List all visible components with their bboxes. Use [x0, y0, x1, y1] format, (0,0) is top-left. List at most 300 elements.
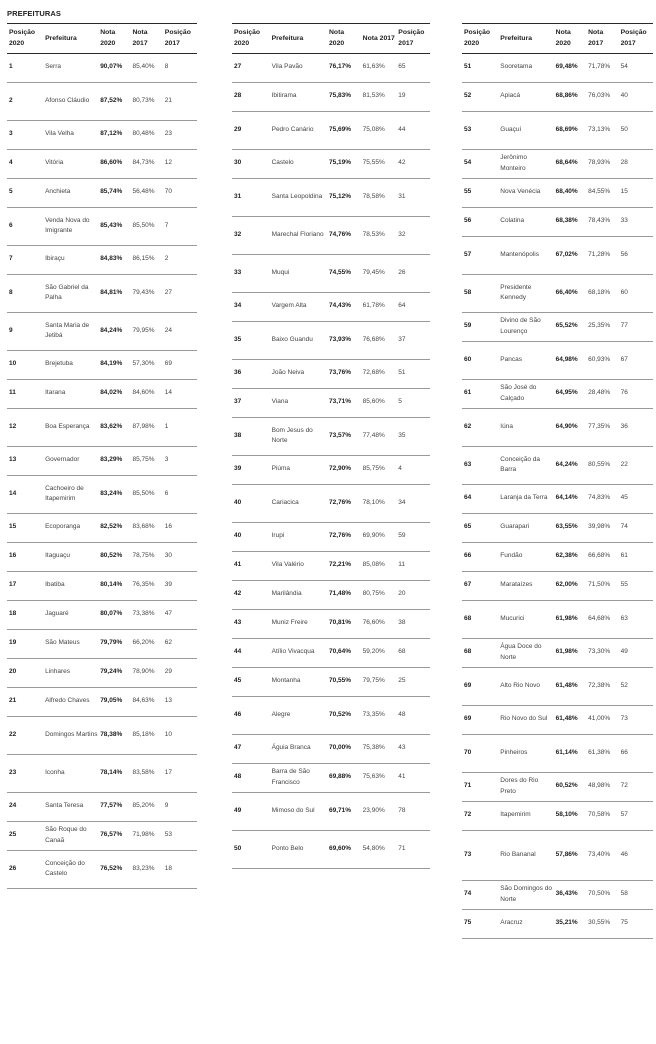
rank-2017: 32	[396, 216, 430, 254]
rank-2017: 42	[396, 149, 430, 178]
rank-2017: 58	[619, 880, 653, 909]
municipality-name: Ponto Belo	[270, 830, 327, 868]
score-2017: 75,08%	[361, 111, 397, 149]
score-2017: 64,68%	[586, 600, 618, 638]
municipality-name: Itapemirim	[498, 801, 553, 830]
rank-2020: 59	[462, 312, 498, 341]
rank-2020: 15	[7, 513, 43, 542]
score-2020: 83,62%	[98, 408, 130, 446]
table-row	[7, 446, 197, 475]
rank-2017: 59	[396, 522, 430, 551]
score-2017: 75,63%	[361, 763, 397, 792]
rank-2020: 74	[462, 880, 498, 909]
rank-2020: 24	[7, 792, 43, 821]
score-2020: 80,07%	[98, 600, 130, 629]
score-2017: 60,93%	[586, 341, 618, 379]
table-row	[232, 321, 430, 359]
rank-2020: 14	[7, 475, 43, 513]
rank-2017: 26	[396, 254, 430, 292]
municipality-name: Sooretama	[498, 53, 553, 82]
rank-2020: 1	[7, 53, 43, 82]
score-2020: 64,14%	[554, 484, 586, 513]
municipality-name: Conceição do Castelo	[43, 850, 98, 888]
table-row	[462, 312, 653, 341]
score-2020: 61,48%	[554, 667, 586, 705]
rank-2017: 23	[163, 120, 197, 149]
score-2020: 63,55%	[554, 513, 586, 542]
score-2020: 76,52%	[98, 850, 130, 888]
municipality-name: Pancas	[498, 341, 553, 379]
table-header-row	[462, 24, 653, 53]
rank-2017: 8	[163, 53, 197, 82]
score-2020: 68,38%	[554, 207, 586, 236]
score-2017: 83,23%	[130, 850, 162, 888]
table-row	[462, 82, 653, 111]
score-2017: 57,30%	[130, 350, 162, 379]
rank-2020: 39	[232, 455, 270, 484]
rank-2020: 44	[232, 638, 270, 667]
rank-2020: 64	[462, 484, 498, 513]
score-2017: 85,60%	[361, 388, 397, 417]
municipality-name: Venda Nova do Imigrante	[43, 207, 98, 245]
score-2017: 73,40%	[586, 830, 618, 880]
rank-2017: 34	[396, 484, 430, 522]
table-row	[462, 484, 653, 513]
municipality-name: Santa Teresa	[43, 792, 98, 821]
municipality-name: Ibiraçu	[43, 245, 98, 274]
table-row	[462, 880, 653, 909]
table-row	[232, 292, 430, 321]
table-row	[462, 571, 653, 600]
rank-2020: 16	[7, 542, 43, 571]
municipality-name: Água Doce do Norte	[498, 638, 553, 667]
table-row	[7, 850, 197, 888]
rank-2017: 41	[396, 763, 430, 792]
table-row	[462, 111, 653, 149]
score-2017: 61,63%	[361, 53, 397, 82]
rank-2020: 34	[232, 292, 270, 321]
ranking-table	[232, 24, 430, 869]
score-2017: 80,48%	[130, 120, 162, 149]
header-posicao-2017: Posição 2017	[619, 24, 653, 53]
rank-2020: 41	[232, 551, 270, 580]
score-2020: 60,52%	[554, 772, 586, 801]
table-row	[232, 149, 430, 178]
score-2020: 87,12%	[98, 120, 130, 149]
table-row	[462, 801, 653, 830]
score-2020: 70,64%	[327, 638, 361, 667]
rank-2020: 20	[7, 658, 43, 687]
rank-2017: 45	[619, 484, 653, 513]
municipality-name: Laranja da Terra	[498, 484, 553, 513]
score-2020: 79,05%	[98, 687, 130, 716]
rank-2020: 40	[232, 484, 270, 522]
municipality-name: Afonso Cláudio	[43, 82, 98, 120]
score-2020: 64,24%	[554, 446, 586, 484]
municipality-name: Irupi	[270, 522, 327, 551]
header-prefeitura: Prefeitura	[270, 24, 327, 53]
rank-2020: 53	[462, 111, 498, 149]
rank-2017: 50	[619, 111, 653, 149]
rank-2017: 16	[163, 513, 197, 542]
table-row	[7, 513, 197, 542]
rank-2017: 64	[396, 292, 430, 321]
rank-2017: 6	[163, 475, 197, 513]
municipality-name: Pinheiros	[498, 734, 553, 772]
score-2017: 41,00%	[586, 705, 618, 734]
score-2017: 54,80%	[361, 830, 397, 868]
header-nota-2017: Nota 2017	[586, 24, 618, 53]
score-2017: 79,45%	[361, 254, 397, 292]
score-2017: 85,75%	[361, 455, 397, 484]
score-2020: 61,98%	[554, 600, 586, 638]
table-row	[462, 734, 653, 772]
rank-2017: 66	[619, 734, 653, 772]
rank-2020: 75	[462, 909, 498, 938]
score-2017: 61,38%	[586, 734, 618, 772]
rank-2020: 9	[7, 312, 43, 350]
score-2017: 23,90%	[361, 792, 397, 830]
score-2020: 73,71%	[327, 388, 361, 417]
rank-2017: 33	[619, 207, 653, 236]
municipality-name: Marilândia	[270, 580, 327, 609]
rank-2017: 71	[396, 830, 430, 868]
header-nota-2017: Nota 2017	[361, 24, 397, 53]
municipality-name: Linhares	[43, 658, 98, 687]
score-2017: 76,68%	[361, 321, 397, 359]
score-2017: 76,35%	[130, 571, 162, 600]
ranking-table	[7, 24, 197, 889]
municipality-name: Presidente Kennedy	[498, 274, 553, 312]
score-2020: 68,69%	[554, 111, 586, 149]
rank-2020: 45	[232, 667, 270, 696]
rank-2020: 36	[232, 359, 270, 388]
score-2017: 84,60%	[130, 379, 162, 408]
header-posicao-2020: Posição 2020	[462, 24, 498, 53]
rank-2020: 46	[232, 696, 270, 734]
rank-2017: 38	[396, 609, 430, 638]
score-2017: 81,53%	[361, 82, 397, 111]
table-row	[7, 542, 197, 571]
score-2017: 76,03%	[586, 82, 618, 111]
table-row	[232, 734, 430, 763]
header-nota-2020: Nota 2020	[327, 24, 361, 53]
score-2017: 76,60%	[361, 609, 397, 638]
table-row	[7, 350, 197, 379]
table-row	[7, 120, 197, 149]
municipality-name: Fundão	[498, 542, 553, 571]
table-row	[232, 53, 430, 82]
score-2020: 75,12%	[327, 178, 361, 216]
rank-2017: 25	[396, 667, 430, 696]
score-2017: 61,78%	[361, 292, 397, 321]
municipality-name: Mucurici	[498, 600, 553, 638]
rank-2020: 69	[462, 667, 498, 705]
ranking-column-1	[7, 23, 197, 889]
rank-2017: 36	[619, 408, 653, 446]
score-2020: 71,48%	[327, 580, 361, 609]
score-2017: 30,55%	[586, 909, 618, 938]
municipality-name: Marataízes	[498, 571, 553, 600]
table-row	[232, 609, 430, 638]
municipality-name: Marechal Floriano	[270, 216, 327, 254]
score-2020: 64,90%	[554, 408, 586, 446]
score-2020: 66,40%	[554, 274, 586, 312]
rank-2017: 46	[619, 830, 653, 880]
rank-2017: 17	[163, 754, 197, 792]
rank-2017: 52	[619, 667, 653, 705]
rank-2017: 67	[619, 341, 653, 379]
municipality-name: Muqui	[270, 254, 327, 292]
table-row	[462, 830, 653, 880]
header-posicao-2020: Posição 2020	[7, 24, 43, 53]
rank-2017: 73	[619, 705, 653, 734]
score-2020: 68,40%	[554, 178, 586, 207]
table-row	[7, 178, 197, 207]
table-row	[7, 792, 197, 821]
rank-2020: 22	[7, 716, 43, 754]
rank-2017: 69	[163, 350, 197, 379]
table-row	[462, 53, 653, 82]
score-2020: 82,52%	[98, 513, 130, 542]
rank-2017: 49	[619, 638, 653, 667]
score-2017: 25,35%	[586, 312, 618, 341]
municipality-name: Apiacá	[498, 82, 553, 111]
table-row	[232, 830, 430, 868]
rank-2017: 10	[163, 716, 197, 754]
table-row	[462, 909, 653, 938]
rank-2020: 73	[462, 830, 498, 880]
rank-2017: 30	[163, 542, 197, 571]
table-row	[7, 245, 197, 274]
municipality-name: São José do Calçado	[498, 379, 553, 408]
rank-2020: 40	[232, 522, 270, 551]
score-2017: 85,50%	[130, 207, 162, 245]
score-2020: 83,29%	[98, 446, 130, 475]
municipality-name: Alto Rio Novo	[498, 667, 553, 705]
rank-2020: 8	[7, 274, 43, 312]
rank-2020: 54	[462, 149, 498, 178]
table-row	[232, 522, 430, 551]
header-nota-2020: Nota 2020	[554, 24, 586, 53]
score-2017: 85,40%	[130, 53, 162, 82]
score-2020: 72,90%	[327, 455, 361, 484]
score-2017: 80,55%	[586, 446, 618, 484]
municipality-name: Cachoeiro de Itapemirim	[43, 475, 98, 513]
score-2020: 80,52%	[98, 542, 130, 571]
municipality-name: Iúna	[498, 408, 553, 446]
score-2020: 61,14%	[554, 734, 586, 772]
municipality-name: Aracruz	[498, 909, 553, 938]
rank-2017: 56	[619, 236, 653, 274]
table-row	[462, 638, 653, 667]
score-2020: 67,02%	[554, 236, 586, 274]
rank-2020: 3	[7, 120, 43, 149]
municipality-name: Brejetuba	[43, 350, 98, 379]
rank-2020: 66	[462, 542, 498, 571]
municipality-name: Bom Jesus do Norte	[270, 417, 327, 455]
score-2017: 84,55%	[586, 178, 618, 207]
score-2017: 79,75%	[361, 667, 397, 696]
rank-2017: 1	[163, 408, 197, 446]
score-2017: 78,43%	[586, 207, 618, 236]
rank-2020: 71	[462, 772, 498, 801]
rank-2020: 11	[7, 379, 43, 408]
table-row	[7, 821, 197, 850]
score-2020: 74,76%	[327, 216, 361, 254]
rank-2017: 57	[619, 801, 653, 830]
rank-2017: 19	[396, 82, 430, 111]
municipality-name: Conceição da Barra	[498, 446, 553, 484]
municipality-name: Boa Esperança	[43, 408, 98, 446]
rank-2020: 28	[232, 82, 270, 111]
rank-2020: 62	[462, 408, 498, 446]
table-row	[232, 580, 430, 609]
table-row	[232, 359, 430, 388]
rank-2020: 43	[232, 609, 270, 638]
rank-2017: 3	[163, 446, 197, 475]
score-2020: 86,60%	[98, 149, 130, 178]
score-2020: 73,76%	[327, 359, 361, 388]
score-2020: 76,17%	[327, 53, 361, 82]
municipality-name: Viana	[270, 388, 327, 417]
rank-2017: 27	[163, 274, 197, 312]
table-header-row	[7, 24, 197, 53]
score-2017: 85,08%	[361, 551, 397, 580]
municipality-name: São Mateus	[43, 629, 98, 658]
score-2020: 58,10%	[554, 801, 586, 830]
score-2017: 73,30%	[586, 638, 618, 667]
rank-2017: 9	[163, 792, 197, 821]
table-row	[232, 254, 430, 292]
municipality-name: Muniz Freire	[270, 609, 327, 638]
score-2017: 69,90%	[361, 522, 397, 551]
table-row	[7, 754, 197, 792]
score-2020: 75,83%	[327, 82, 361, 111]
table-row	[462, 667, 653, 705]
score-2017: 84,73%	[130, 149, 162, 178]
municipality-name: João Neiva	[270, 359, 327, 388]
municipality-name: Itaguaçu	[43, 542, 98, 571]
municipality-name: Vila Velha	[43, 120, 98, 149]
rank-2020: 10	[7, 350, 43, 379]
rank-2020: 55	[462, 178, 498, 207]
rank-2017: 13	[163, 687, 197, 716]
score-2020: 68,86%	[554, 82, 586, 111]
score-2020: 72,76%	[327, 522, 361, 551]
score-2020: 64,98%	[554, 341, 586, 379]
table-row	[232, 216, 430, 254]
ranking-column-2	[232, 23, 430, 869]
rank-2017: 47	[163, 600, 197, 629]
municipality-name: Vila Valério	[270, 551, 327, 580]
score-2017: 78,93%	[586, 149, 618, 178]
rank-2017: 77	[619, 312, 653, 341]
score-2017: 59,20%	[361, 638, 397, 667]
score-2017: 86,15%	[130, 245, 162, 274]
table-row	[462, 600, 653, 638]
rank-2017: 20	[396, 580, 430, 609]
header-nota-2017: Nota 2017	[130, 24, 162, 53]
score-2017: 56,48%	[130, 178, 162, 207]
municipality-name: Piúma	[270, 455, 327, 484]
rank-2020: 67	[462, 571, 498, 600]
score-2017: 85,75%	[130, 446, 162, 475]
municipality-name: Vargem Alta	[270, 292, 327, 321]
score-2020: 65,52%	[554, 312, 586, 341]
rank-2017: 5	[396, 388, 430, 417]
score-2020: 84,02%	[98, 379, 130, 408]
score-2020: 74,55%	[327, 254, 361, 292]
score-2020: 57,86%	[554, 830, 586, 880]
score-2020: 62,00%	[554, 571, 586, 600]
score-2020: 79,79%	[98, 629, 130, 658]
rank-2020: 29	[232, 111, 270, 149]
score-2020: 78,14%	[98, 754, 130, 792]
municipality-name: Itarana	[43, 379, 98, 408]
municipality-name: Divino de São Lourenço	[498, 312, 553, 341]
municipality-name: Mimoso do Sul	[270, 792, 327, 830]
rank-2020: 26	[7, 850, 43, 888]
rank-2017: 24	[163, 312, 197, 350]
score-2020: 77,57%	[98, 792, 130, 821]
rank-2020: 23	[7, 754, 43, 792]
score-2017: 84,63%	[130, 687, 162, 716]
score-2020: 90,07%	[98, 53, 130, 82]
table-row	[462, 379, 653, 408]
table-row	[462, 705, 653, 734]
score-2017: 85,20%	[130, 792, 162, 821]
header-nota-2020: Nota 2020	[98, 24, 130, 53]
rank-2017: 78	[396, 792, 430, 830]
score-2017: 78,53%	[361, 216, 397, 254]
municipality-name: Serra	[43, 53, 98, 82]
table-row	[7, 600, 197, 629]
table-row	[7, 687, 197, 716]
municipality-name: Ibatiba	[43, 571, 98, 600]
table-row	[232, 551, 430, 580]
header-posicao-2017: Posição 2017	[396, 24, 430, 53]
rank-2017: 54	[619, 53, 653, 82]
rank-2017: 18	[163, 850, 197, 888]
table-row	[462, 446, 653, 484]
rank-2020: 30	[232, 149, 270, 178]
table-row	[232, 82, 430, 111]
score-2017: 83,58%	[130, 754, 162, 792]
table-row	[7, 274, 197, 312]
score-2020: 74,43%	[327, 292, 361, 321]
rank-2020: 47	[232, 734, 270, 763]
rank-2020: 37	[232, 388, 270, 417]
rank-2017: 37	[396, 321, 430, 359]
rank-2020: 25	[7, 821, 43, 850]
rank-2017: 15	[619, 178, 653, 207]
municipality-name: Anchieta	[43, 178, 98, 207]
score-2020: 73,57%	[327, 417, 361, 455]
rank-2020: 48	[232, 763, 270, 792]
score-2017: 39,98%	[586, 513, 618, 542]
table-row	[7, 475, 197, 513]
score-2017: 48,98%	[586, 772, 618, 801]
score-2017: 75,38%	[361, 734, 397, 763]
score-2017: 71,98%	[130, 821, 162, 850]
table-row	[232, 696, 430, 734]
municipality-name: Cariacica	[270, 484, 327, 522]
municipality-name: Pedro Canário	[270, 111, 327, 149]
table-row	[232, 484, 430, 522]
table-row	[7, 571, 197, 600]
table-row	[7, 312, 197, 350]
